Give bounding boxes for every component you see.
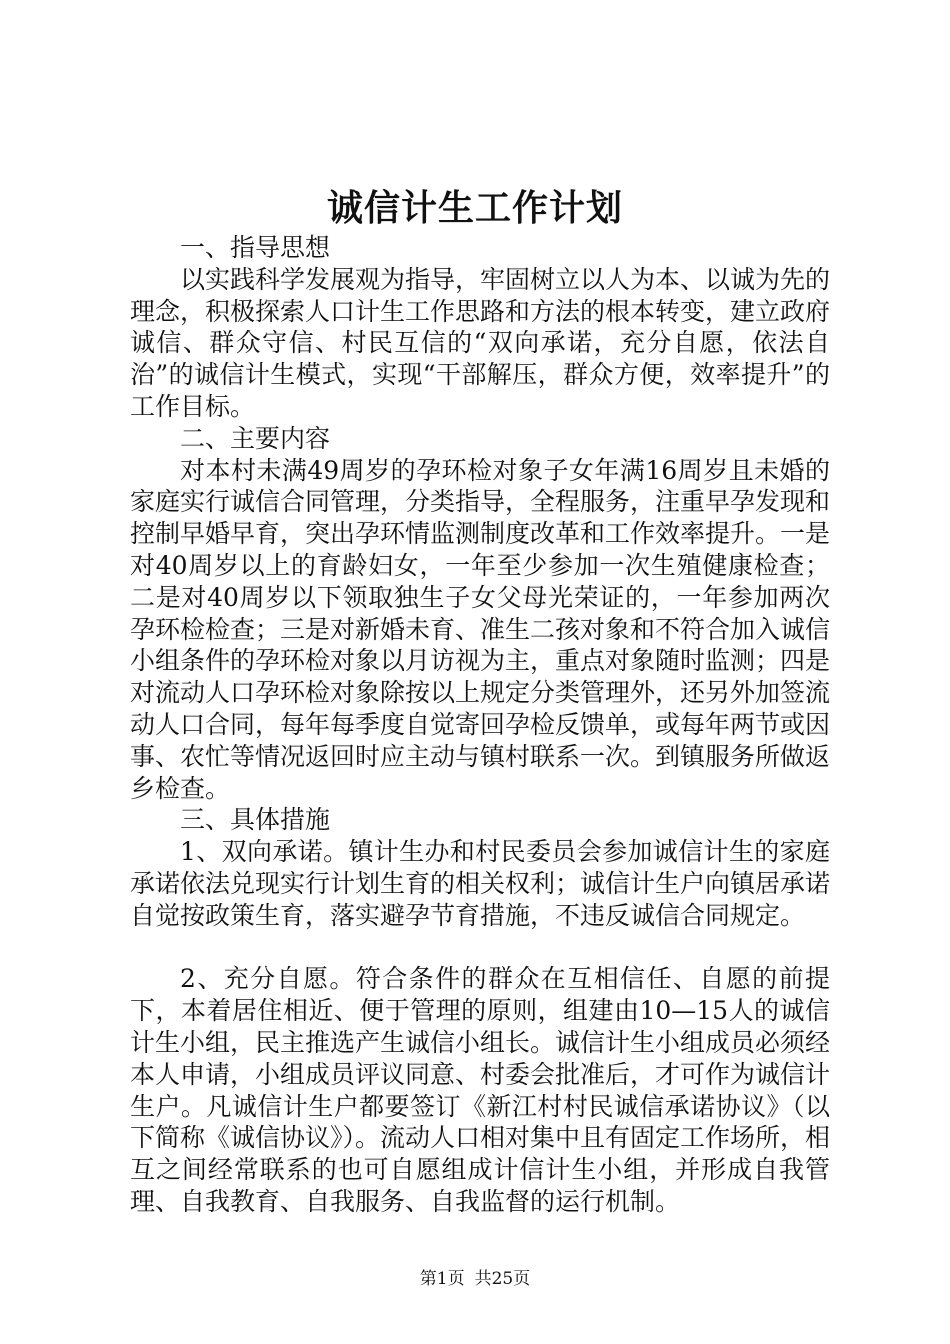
document-title: 诚信计生工作计划 — [326, 187, 623, 229]
paragraph-voluntary-participation: 2、充分自愿。符合条件的群众在互相信任、自愿的前提下，本着居住相近、便于管理的原则，组建由10—15人的诚信计生小组，民主推选产生诚信小组长。诚信计生小组成员必须经本人申请，小组成员评议同意、村委会批准后，才可作为诚信计生户。凡诚信计生户都要签订《新江村村民诚信承诺协议》（以下简称《诚信协议》）。流动人口相对集中且有固定工作场所，相互之间经常联系的也可自愿组成计信计生小组，并形成自我管理、自我教育、自我服务、自我监督的运行机制。 — [130, 964, 831, 1216]
paragraph-mutual-commitment: 1、双向承诺。镇计生办和村民委员会参加诚信计生的家庭承诺依法兑现实行计划生育的相关权利；诚信计生户向镇居承诺自觉按政策生育，落实避孕节育措施，不违反诚信合同规定。 — [130, 837, 831, 930]
section-heading-specific-measures: 三、具体措施 — [180, 805, 331, 835]
paragraph-main-content: 对本村未满49周岁的孕环检对象子女年满16周岁且未婚的家庭实行诚信合同管理，分类指导，全程服务，注重早孕发现和控制早婚早育，突出孕环情监测制度改革和工作效率提升。一是对40周岁以上的育龄妇女，一年至少参加一次生殖健康检查；二是对40周岁以下领取独生子女父母光荣证的，一年参加两次孕环检检查；三是对新婚未育、准生二孩对象和不符合加入诚信小组条件的孕环检对象以月访视为主，重点对象随时监测；四是对流动人口孕环检对象除按以上规定分类管理外，还另外加签流动人口合同，每年每季度自觉寄回孕检反馈单，或每年两节或因事、农忙等情况返回时应主动与镇村联系一次。到镇服务所做返乡检查。 — [130, 455, 831, 803]
page-footer — [0, 1268, 950, 1290]
section-heading-main-content: 二、主要内容 — [180, 423, 331, 453]
section-heading-guiding-ideology: 一、指导思想 — [180, 233, 331, 262]
document-body — [130, 232, 830, 1218]
page-total: 共25页 — [474, 1269, 531, 1289]
paragraph-guiding-ideology: 以实践科学发展观为指导，牢固树立以人为本、以诚为先的理念，积极探索人口计生工作思路和方法的根本转变，建立政府诚信、群众守信、村民互信的“双向承诺，充分自愿，依法自治”的诚信计生模式，实现“干部解压，群众方便，效率提升”的工作目标。 — [130, 264, 831, 421]
paragraph-spacer — [130, 932, 830, 964]
page-number: 第1页 — [419, 1269, 465, 1289]
